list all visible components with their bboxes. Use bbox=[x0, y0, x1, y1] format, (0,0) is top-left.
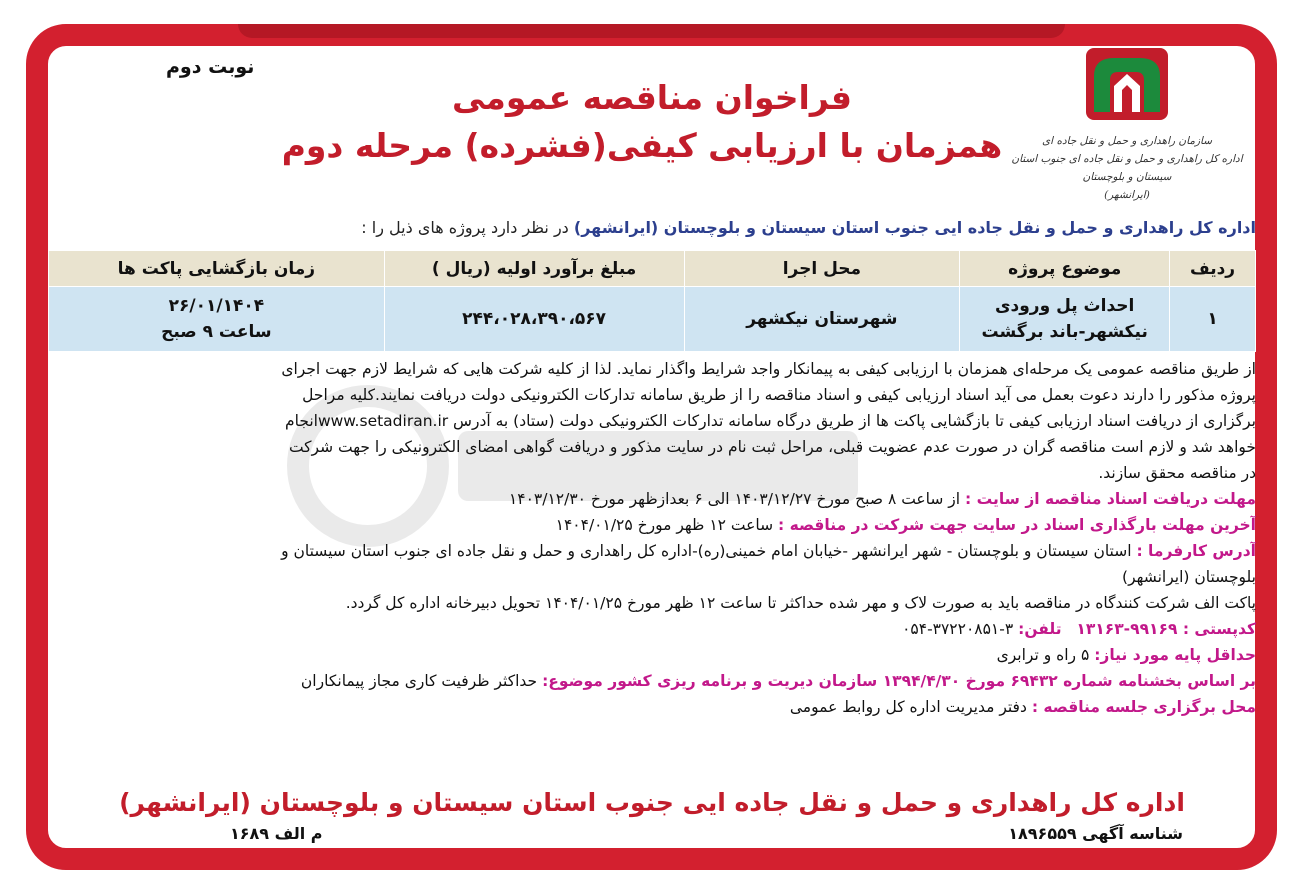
intro-org: اداره کل راهداری و حمل و نقل جاده ایی جنوب استان سیستان و بلوچستان (ایرانشهر) bbox=[573, 218, 1256, 237]
ad-code: م الف ۱۶۸۹ bbox=[230, 824, 323, 843]
submit-label: آخرین مهلت بارگذاری اسناد در سایت جهت شرکت در مناقصه : bbox=[778, 516, 1256, 534]
org-logo-area bbox=[1002, 46, 1252, 201]
tender-notice bbox=[48, 46, 1256, 854]
ad-id: شناسه آگهی ۱۸۹۶۵۵۹ bbox=[1008, 824, 1183, 843]
address-value: استان سیستان و بلوچستان - شهر ایرانشهر -خیابان امام خمینی(ره)-اداره کل راهداری و حمل و نقل جاده ای جنوب استان سیستان و bbox=[281, 542, 1137, 560]
envelope-line: پاکت الف شرکت کنندگاه در مناقصه باید به صورت لاک و مهر شده حداکثر تا ساعت ۱۲ ظهر مورخ ۱۴۰۴/۰۱/۲۵ تحویل دبیرخانه اداره کل گردد. bbox=[345, 594, 1256, 612]
address-line-2: بلوچستان (ایرانشهر) bbox=[1122, 568, 1256, 586]
postal-value: ۹۹۱۶۹-۱۳۱۶۳ bbox=[1076, 620, 1183, 638]
body-line-4: خواهد شد و لازم است مناقصه گران در صورت عدم عضویت قبلی، مراحل ثبت نام در سایت مذکور و دریافت گواهی امضای الکترونیکی را جهت شرکت bbox=[288, 438, 1256, 456]
col-amount-header: مبلغ برآورد اولیه (ریال ) bbox=[384, 251, 684, 287]
body-line-3 bbox=[48, 408, 1256, 434]
col-subject-header: موضوع پروژه bbox=[960, 251, 1170, 287]
address-line bbox=[48, 538, 1256, 564]
row-opening-date: ۲۶/۰۱/۱۴۰۴ bbox=[168, 296, 265, 316]
deadline-value: از ساعت ۸ صبح مورخ ۱۴۰۳/۱۲/۲۷ الی ۶ بعدازظهر مورخ ۱۴۰۳/۱۲/۳۰ bbox=[508, 490, 966, 508]
notice-body bbox=[48, 356, 1256, 720]
project-table bbox=[48, 250, 1256, 352]
row-opening bbox=[49, 287, 385, 352]
org-script-line2: اداره کل راهداری و حمل و نقل جاده ای جنوب استان سیستان و بلوچستان bbox=[1011, 153, 1243, 183]
org-script-line1: سازمان راهداری و حمل و نقل جاده ای bbox=[1041, 135, 1213, 147]
deadline-label: مهلت دریافت اسناد مناقصه از سایت : bbox=[965, 490, 1256, 508]
page-title: فراخوان مناقصه عمومی bbox=[452, 78, 852, 117]
round-label: نوبت دوم bbox=[166, 56, 255, 78]
submit-value: ساعت ۱۲ ظهر مورخ ۱۴۰۴/۰۱/۲۵ bbox=[555, 516, 779, 534]
page-subtitle: همزمان با ارزیابی کیفی(فشرده) مرحله دوم bbox=[281, 126, 1003, 165]
circular-line bbox=[48, 668, 1256, 694]
intro-rest: در نظر دارد پروژه های ذیل را : bbox=[361, 218, 574, 237]
postal-label: کدپستی : bbox=[1182, 620, 1256, 638]
contact-line bbox=[48, 616, 1256, 642]
table-header-row bbox=[49, 251, 1256, 287]
grade-line bbox=[48, 642, 1256, 668]
footer-org: اداره کل راهداری و حمل و نقل جاده ایی جنوب استان سیستان و بلوچستان (ایرانشهر) bbox=[119, 788, 1185, 817]
body-line-3b: انجام bbox=[285, 412, 318, 430]
setadiran-link[interactable]: www.setadiran.ir bbox=[317, 412, 449, 430]
row-opening-time: ساعت ۹ صبح bbox=[161, 322, 272, 342]
col-index-header: ردیف bbox=[1170, 251, 1256, 287]
row-index: ۱ bbox=[1170, 287, 1256, 352]
org-script-line3: (ایرانشهر) bbox=[1104, 189, 1150, 201]
grade-label: حداقل پایه مورد نیاز: bbox=[1094, 646, 1256, 664]
row-amount: ۲۴۴،۰۲۸،۳۹۰،۵۶۷ bbox=[384, 287, 684, 352]
row-subject: احداث پل ورودی نیکشهر-باند برگشت bbox=[960, 287, 1170, 352]
grade-value: ۵ راه و ترابری bbox=[996, 646, 1095, 664]
meeting-label: محل برگزاری جلسه مناقصه : bbox=[1031, 698, 1256, 716]
road-org-logo-icon bbox=[1084, 46, 1170, 122]
circular-value: حداکثر ظرفیت کاری مجاز پیمانکاران bbox=[300, 672, 543, 690]
body-line-1: از طریق مناقصه عمومی یک مرحله‌ای همزمان با ارزیابی کیفی به پیمانکار واجد شرایط واگذار نماید. لذا از کلیه شرکت هایی که شرایط لازم جهت اجرای bbox=[281, 360, 1256, 378]
phone-label: تلفن: bbox=[1018, 620, 1062, 638]
body-line-3a: برگزاری از دریافت اسناد ارزیابی کیفی تا بازگشایی پاکت ها از طریق درگاه سامانه تدارکات الکترونیکی دولت (ستاد) به آدرس bbox=[448, 412, 1256, 430]
table-row bbox=[49, 287, 1256, 352]
meeting-line bbox=[48, 694, 1256, 720]
phone-value: ۳-۳۷۲۲۰۸۵۱-۰۵۴ bbox=[902, 620, 1019, 638]
deadline-line bbox=[48, 486, 1256, 512]
intro-line bbox=[48, 218, 1256, 237]
body-line-5: در مناقصه محقق سازند. bbox=[1098, 464, 1256, 482]
address-label: آدرس کارفرما : bbox=[1136, 542, 1256, 560]
meeting-value: دفتر مدیریت اداره کل روابط عمومی bbox=[789, 698, 1032, 716]
row-location: شهرستان نیکشهر bbox=[684, 287, 960, 352]
submit-line bbox=[48, 512, 1256, 538]
body-line-2: پروژه مذکور را دارند دعوت بعمل می آید اسناد ارزیابی کیفی و اسناد مناقصه را از طریق سامانه تدارکات الکترونیکی دولت دریافت نمایند.کلیه مراحل bbox=[302, 386, 1256, 404]
col-opening-header: زمان بازگشایی پاکت ها bbox=[49, 251, 385, 287]
circular-label: بر اساس بخشنامه شماره ۶۹۴۳۲ مورخ ۱۳۹۴/۴/۳۰ سازمان دیریت و برنامه ریزی کشور موضوع: bbox=[542, 672, 1256, 690]
col-location-header: محل اجرا bbox=[684, 251, 960, 287]
